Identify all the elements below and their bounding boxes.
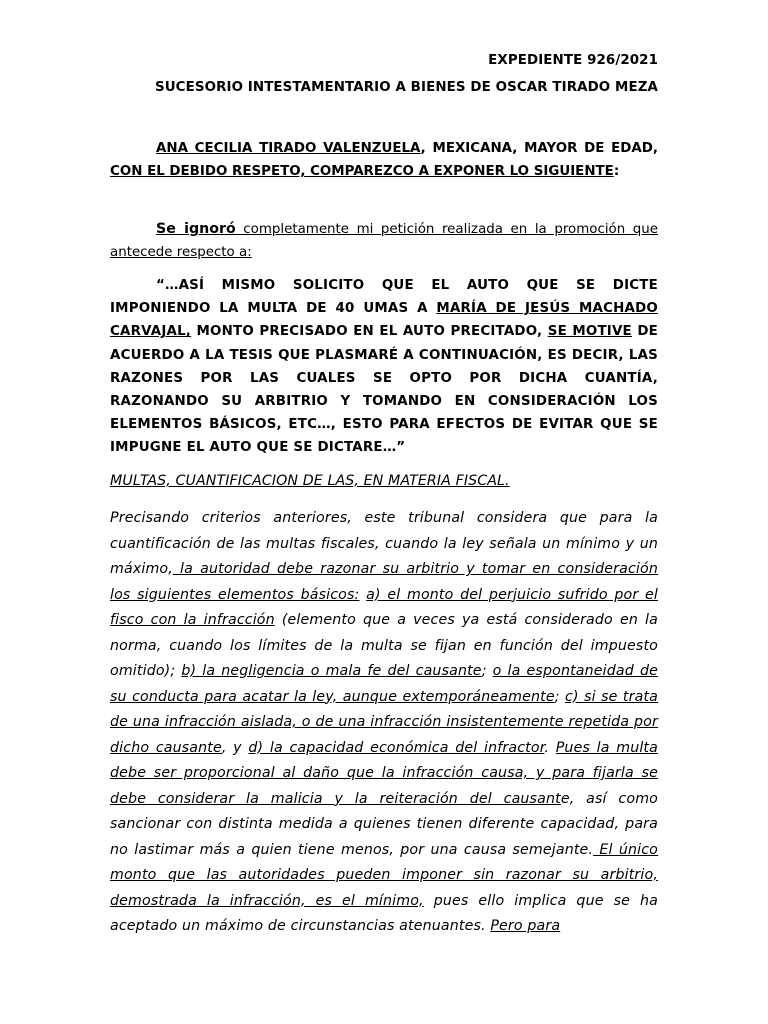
thesis-text-5: ;	[554, 688, 566, 705]
intro-paragraph	[110, 137, 658, 183]
intro-colon: :	[613, 164, 620, 179]
thesis-underline-3: b) la negligencia o mala fe del causante	[181, 663, 482, 679]
quote-underline-1: MARÍA DE JESÚS MACHADO CARVAJAL,	[110, 301, 658, 340]
thesis-text-9: pues ello implica que se ha aceptado un máximo de circunstancias atenuantes.	[110, 892, 658, 934]
thesis-underline-9: Pero para	[490, 918, 561, 934]
case-title: SUCESORIO INTESTAMENTARIO A BIENES DE OSCAR TIRADO MEZA	[154, 80, 658, 95]
thesis-text-8: e, así como sancionar con distinta medida a quienes tienen diferente capacidad, para no lastimar más a quien tiene menos, por una causa semejante.	[110, 790, 658, 858]
thesis-text-6: , y	[221, 739, 249, 756]
thesis-underline-6: d) la capacidad económica del infractor	[248, 739, 545, 756]
thesis-underline-8: El único monto que las autoridades pueden imponer sin razonar su arbitrio, demostrada la infracción, es el mínimo,	[110, 841, 658, 909]
quote-text-2: MONTO PRECISADO EN EL AUTO PRECITADO,	[191, 324, 548, 340]
thesis-text-3: (elemento que a veces ya está considerado en la norma, cuando los límites de la multa se fijan en función del impuesto omitido);	[110, 612, 658, 679]
thesis-text-4: ;	[481, 663, 493, 679]
case-number: EXPEDIENTE 926/2021	[488, 53, 658, 68]
ignored-paragraph	[110, 218, 658, 264]
thesis-underline-5: c) si se trata de una infracción aislada, o de una infracción insistentemente repetida por dicho causante	[110, 688, 659, 756]
thesis-text-7: .	[544, 739, 556, 756]
ignored-text: completamente mi petición realizada en la promoción que antecede respecto a:	[110, 222, 659, 260]
quote-text-3: DE ACUERDO A LA TESIS QUE PLASMARÉ A CONTINUACIÓN, ES DECIR, LAS RAZONES POR LAS CUALES SE OPTO POR DICHA CUANTÍA, RAZONANDO SU ARBITRIO Y TOMANDO EN CONSIDERACIÓN LOS ELEMENTOS BÁSICOS, ETC…, ESTO PARA EFECTOS DE EVITAR QUE SE IMPUGNE EL AUTO QUE SE DICTARE…”	[110, 324, 658, 456]
intro-respect: CON EL DEBIDO RESPETO, COMPAREZCO A EXPONER LO SIGUIENTE	[110, 164, 614, 179]
quote-text-1: “…ASÍ MISMO SOLICITO QUE EL AUTO QUE SE DICTE IMPONIENDO LA MULTA DE 40 UMAS A	[110, 278, 658, 317]
quote-underline-2: SE MOTIVE	[547, 324, 632, 340]
thesis-underline-4: o la espontaneidad de su conducta para acatar la ley, aunque extemporáneamente	[110, 663, 658, 705]
quoted-request	[110, 274, 658, 460]
petitioner-name: ANA CECILIA TIRADO VALENZUELA	[156, 141, 421, 156]
intro-text: , MEXICANA, MAYOR DE EDAD,	[420, 141, 658, 156]
thesis-underline-7: Pues la multa debe ser proporcional al daño que la infracción causa, y para fijarla se debe considerar la malicia y la reiteración del causant	[110, 739, 658, 807]
thesis-underline-2: a) el monto del perjuicio sufrido por el fisco con la infracción	[110, 586, 658, 628]
thesis-body	[110, 506, 658, 940]
thesis-underline-1: la autoridad debe razonar su arbitrio y tomar en consideración los siguientes elementos básicos:	[110, 561, 658, 603]
thesis-text-1: Precisando criterios anteriores, este tribunal considera que para la cuantificación de las multas fiscales, cuando la ley señala un mínimo y un máximo,	[110, 510, 658, 577]
ignored-lead: Se ignoró	[156, 221, 236, 237]
thesis-title: MULTAS, CUANTIFICACION DE LAS, EN MATERIA FISCAL.	[110, 473, 510, 489]
